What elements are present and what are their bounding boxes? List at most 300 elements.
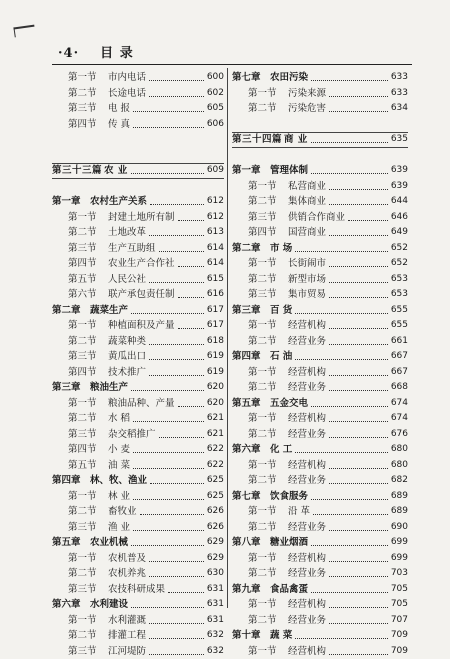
toc-section-row[interactable]: [232, 427, 408, 443]
toc-section-row[interactable]: [52, 287, 224, 303]
toc-entry-label: 第三节: [248, 210, 277, 226]
toc-entry-page: 629: [207, 551, 224, 567]
toc-entry-label: 第一节: [248, 318, 277, 334]
toc-entry-page: 667: [391, 365, 408, 381]
toc-entry-title: 渔 业: [108, 520, 130, 536]
toc-entry-title: 饮食服务: [270, 489, 308, 505]
toc-entry-page: 653: [391, 287, 408, 303]
toc-section-row[interactable]: [52, 334, 224, 350]
toc-entry-title: 经营机构: [288, 597, 326, 613]
toc-chapter-row[interactable]: [52, 597, 224, 613]
toc-entry-title: 经营业务: [288, 520, 326, 536]
toc-entry-title: 农机养兆: [108, 566, 146, 582]
page-title: 目 录: [100, 46, 134, 61]
toc-entry-title: 百 货: [270, 303, 292, 319]
toc-entry-page: 616: [207, 287, 224, 303]
toc-entry-label: 第四节: [68, 117, 97, 133]
toc-entry-page: 600: [207, 70, 224, 86]
toc-entry-page: 703: [391, 566, 408, 582]
toc-entry-label: 第一节: [248, 504, 277, 520]
toc-entry-title: 私营商业: [288, 179, 326, 195]
toc-section-row[interactable]: [232, 194, 408, 210]
toc-entry-label: 第五节: [68, 272, 97, 288]
leader-dots: [150, 204, 204, 205]
toc-entry-title: 农村生产关系: [90, 194, 147, 210]
toc-chapter-row[interactable]: [232, 70, 408, 86]
toc-entry-label: 第三节: [68, 644, 97, 659]
toc-entry-title: 石 油: [270, 349, 292, 365]
toc-gap: [52, 132, 224, 148]
toc-chapter-row[interactable]: [52, 194, 224, 210]
toc-entry-label: 第六章: [232, 442, 261, 458]
toc-entry-label: 第二节: [248, 380, 277, 396]
toc-entry-page: 674: [391, 396, 408, 412]
toc-entry-label: 第三节: [68, 520, 97, 536]
toc-entry-page: 612: [207, 210, 224, 226]
leader-dots: [149, 654, 204, 655]
toc-entry-page: 630: [207, 566, 224, 582]
toc-entry-title: 食品禽蛋: [270, 582, 308, 598]
toc-entry-page: 680: [391, 442, 408, 458]
toc-entry-page: 676: [391, 427, 408, 443]
leader-dots: [311, 142, 388, 143]
toc-chapter-row[interactable]: [232, 349, 408, 365]
toc-entry-label: 第四节: [248, 225, 277, 241]
toc-entry-page: 612: [207, 194, 224, 210]
toc-chapter-row[interactable]: [52, 380, 224, 396]
leader-dots: [329, 344, 388, 345]
toc-entry-label: 第二节: [248, 334, 277, 350]
toc-section-row[interactable]: [232, 334, 408, 350]
leader-dots: [313, 514, 388, 515]
corner-mark: [13, 25, 35, 38]
leader-dots: [149, 561, 204, 562]
toc-entry-page: 617: [207, 303, 224, 319]
leader-dots: [149, 359, 204, 360]
toc-column-left: [52, 70, 224, 659]
toc-gap: [52, 179, 224, 195]
toc-section-row[interactable]: [232, 473, 408, 489]
toc-entry-page: 709: [391, 644, 408, 659]
leader-dots: [133, 111, 204, 112]
toc-entry-title: 联产承包责任制: [108, 287, 175, 303]
toc-entry-title: 新型市场: [288, 272, 326, 288]
leader-dots: [133, 530, 204, 531]
toc-entry-title: 市内电话: [108, 70, 146, 86]
toc-entry-label: 第二节: [248, 520, 277, 536]
toc-section-row[interactable]: [232, 504, 408, 520]
toc-chapter-row[interactable]: [232, 628, 408, 644]
leader-dots: [295, 452, 388, 453]
toc-entry-title: 种植面积及产量: [108, 318, 175, 334]
toc-entry-page: 619: [207, 349, 224, 365]
toc-entry-page: 622: [207, 442, 224, 458]
leader-dots: [329, 561, 388, 562]
toc-entry-title: 蔬菜生产: [90, 303, 128, 319]
toc-part-row[interactable]: [232, 132, 408, 148]
toc-entry-title: 土地改革: [108, 225, 146, 241]
toc-section-row[interactable]: [52, 520, 224, 536]
leader-dots: [159, 251, 204, 252]
leader-dots: [329, 576, 388, 577]
toc-section-row[interactable]: [52, 442, 224, 458]
toc-gap: [52, 148, 224, 164]
toc-section-row[interactable]: [52, 225, 224, 241]
toc-entry-label: 第三章: [232, 303, 261, 319]
toc-entry-label: 第五章: [52, 535, 81, 551]
toc-entry-title: 经营机构: [288, 551, 326, 567]
toc-entry-label: 第一节: [248, 458, 277, 474]
toc-entry-title: 生产互助组: [108, 241, 156, 257]
toc-entry-page: 639: [391, 163, 408, 179]
leader-dots: [311, 80, 388, 81]
toc-entry-title: 集市贸易: [288, 287, 326, 303]
leader-dots: [329, 607, 388, 608]
toc-section-row[interactable]: [232, 380, 408, 396]
leader-dots: [149, 638, 204, 639]
toc-section-row[interactable]: [52, 628, 224, 644]
toc-entry-label: 第一节: [248, 365, 277, 381]
leader-dots: [168, 592, 204, 593]
toc-entry-title: 污染危害: [288, 101, 326, 117]
toc-entry-label: 第一节: [248, 551, 277, 567]
toc-entry-page: 652: [391, 256, 408, 272]
toc-entry-page: 633: [391, 86, 408, 102]
toc-chapter-row[interactable]: [52, 473, 224, 489]
toc-section-row[interactable]: [52, 566, 224, 582]
toc-section-row[interactable]: [52, 613, 224, 629]
toc-entry-page: 661: [391, 334, 408, 350]
leader-dots: [131, 313, 204, 314]
toc-entry-title: 电 报: [108, 101, 130, 117]
toc-entry-page: 620: [207, 380, 224, 396]
toc-entry-page: 690: [391, 520, 408, 536]
leader-dots: [329, 96, 388, 97]
toc-entry-page: 674: [391, 411, 408, 427]
toc-entry-label: 第三节: [68, 101, 97, 117]
toc-entry-title: 林 业: [108, 489, 130, 505]
toc-entry-label: 第一节: [248, 179, 277, 195]
leader-dots: [329, 204, 388, 205]
toc-section-row[interactable]: [232, 256, 408, 272]
toc-entry-label: 第五章: [232, 396, 261, 412]
toc-entry-label: 第二节: [248, 473, 277, 489]
toc-entry-title: 蔬菜种类: [108, 334, 146, 350]
leader-dots: [149, 623, 204, 624]
toc-section-row[interactable]: [52, 551, 224, 567]
toc-entry-label: 第一章: [232, 163, 261, 179]
toc-entry-title: 水 稻: [108, 411, 130, 427]
toc-entry-title: 经营业务: [288, 613, 326, 629]
toc-entry-label: 第二节: [248, 427, 277, 443]
toc-entry-page: 605: [207, 101, 224, 117]
toc-entry-label: 第七章: [232, 70, 261, 86]
toc-entry-label: 第二节: [68, 225, 97, 241]
toc-entry-page: 626: [207, 504, 224, 520]
toc-entry-label: 第二章: [232, 241, 261, 257]
toc-entry-title: 长街闹市: [288, 256, 326, 272]
toc-entry-page: 613: [207, 225, 224, 241]
toc-entry-title: 经营业务: [288, 334, 326, 350]
toc-entry-title: 沿 革: [288, 504, 310, 520]
leader-dots: [329, 375, 388, 376]
leader-dots: [131, 390, 204, 391]
toc-section-row[interactable]: [52, 101, 224, 117]
toc-entry-label: 第三节: [248, 287, 277, 303]
leader-dots: [329, 266, 388, 267]
toc-entry-page: 649: [391, 225, 408, 241]
toc-entry-label: 第一节: [68, 551, 97, 567]
toc-chapter-row[interactable]: [232, 163, 408, 179]
toc-entry-title: 糖业烟酒: [270, 535, 308, 551]
leader-dots: [295, 313, 388, 314]
toc-section-row[interactable]: [232, 179, 408, 195]
toc-section-row[interactable]: [232, 613, 408, 629]
toc-section-row[interactable]: [52, 210, 224, 226]
toc-chapter-row[interactable]: [52, 535, 224, 551]
toc-entry-title: 市 场: [270, 241, 292, 257]
part-rule-bottom: [52, 178, 224, 179]
toc-entry-title: 经营业务: [288, 380, 326, 396]
toc-entry-title: 封建土地所有制: [108, 210, 175, 226]
toc-chapter-row[interactable]: [232, 442, 408, 458]
toc-entry-title: 技术推广: [108, 365, 146, 381]
toc-entry-page: 653: [391, 272, 408, 288]
toc-entry-page: 625: [207, 473, 224, 489]
toc-entry-title: 传 真: [108, 117, 130, 133]
toc-entry-title: 经营业务: [288, 427, 326, 443]
toc-entry-label: 第一节: [68, 70, 97, 86]
leader-dots: [311, 406, 388, 407]
toc-entry-label: 第二节: [248, 101, 277, 117]
toc-entry-label: 第二节: [68, 86, 97, 102]
toc-section-row[interactable]: [52, 241, 224, 257]
toc-chapter-row[interactable]: [232, 489, 408, 505]
leader-dots: [329, 111, 388, 112]
toc-entry-page: 629: [207, 535, 224, 551]
toc-entry-title: 经营机构: [288, 411, 326, 427]
leader-dots: [149, 375, 204, 376]
toc-gap: [232, 117, 408, 133]
toc-entry-page: 622: [207, 458, 224, 474]
part-rule-top: [52, 163, 224, 164]
toc-entry-label: 第一节: [68, 489, 97, 505]
toc-entry-page: 631: [207, 582, 224, 598]
toc-section-row[interactable]: [232, 86, 408, 102]
toc-entry-page: 668: [391, 380, 408, 396]
toc-section-row[interactable]: [232, 101, 408, 117]
toc-section-row[interactable]: [232, 551, 408, 567]
toc-entry-title: 经营机构: [288, 644, 326, 659]
toc-entry-label: 第三节: [68, 582, 97, 598]
leader-dots: [295, 251, 388, 252]
toc-entry-title: 供销合作商业: [288, 210, 345, 226]
toc-entry-page: 632: [207, 628, 224, 644]
toc-entry-title: 化 工: [270, 442, 292, 458]
toc-entry-label: 第四章: [232, 349, 261, 365]
toc-entry-page: 680: [391, 458, 408, 474]
toc-section-row[interactable]: [52, 256, 224, 272]
toc-part-row[interactable]: [52, 163, 224, 179]
leader-dots: [295, 359, 388, 360]
leader-dots: [149, 96, 204, 97]
toc-entry-page: 644: [391, 194, 408, 210]
toc-entry-label: 第四节: [68, 442, 97, 458]
toc-entry-label: 第三节: [68, 427, 97, 443]
toc-entry-page: 655: [391, 318, 408, 334]
toc-entry-title: 杂交稻推广: [108, 427, 156, 443]
toc-chapter-row[interactable]: [232, 303, 408, 319]
toc-section-row[interactable]: [232, 210, 408, 226]
toc-entry-label: 第二节: [248, 566, 277, 582]
toc-entry-label: 第一节: [248, 256, 277, 272]
toc-section-row[interactable]: [52, 458, 224, 474]
toc-entry-label: 第二节: [68, 628, 97, 644]
leader-dots: [311, 499, 388, 500]
leader-dots: [329, 623, 388, 624]
toc-chapter-row[interactable]: [232, 396, 408, 412]
toc-entry-page: 614: [207, 256, 224, 272]
leader-dots: [133, 452, 204, 453]
toc-entry-label: 第二节: [68, 411, 97, 427]
leader-dots: [329, 390, 388, 391]
toc-entry-page: 635: [391, 132, 408, 148]
toc-entry-page: 699: [391, 535, 408, 551]
toc-section-row[interactable]: [52, 272, 224, 288]
toc-section-row[interactable]: [232, 365, 408, 381]
toc-section-row[interactable]: [52, 117, 224, 133]
toc-section-row[interactable]: [232, 458, 408, 474]
toc-entry-label: 第一节: [248, 597, 277, 613]
toc-entry-label: 第一章: [52, 194, 81, 210]
toc-entry-label: 第一节: [68, 210, 97, 226]
toc-entry-title: 畜牧业: [108, 504, 137, 520]
leader-dots: [149, 282, 204, 283]
toc-entry-title: 油 菜: [108, 458, 130, 474]
toc-entry-title: 人民公社: [108, 272, 146, 288]
toc-entry-label: 第一节: [248, 86, 277, 102]
toc-entry-page: 620: [207, 396, 224, 412]
toc-entry-title: 蔬 菜: [270, 628, 292, 644]
leader-dots: [329, 437, 388, 438]
toc-entry-label: 第二节: [248, 194, 277, 210]
toc-section-row[interactable]: [52, 489, 224, 505]
toc-entry-label: 第四节: [68, 256, 97, 272]
toc-section-row[interactable]: [232, 597, 408, 613]
toc-entry-label: 第一节: [68, 318, 97, 334]
toc-entry-label: 第九章: [232, 582, 261, 598]
toc-chapter-row[interactable]: [52, 303, 224, 319]
leader-dots: [149, 576, 204, 577]
toc-section-row[interactable]: [232, 520, 408, 536]
toc-chapter-row[interactable]: [232, 582, 408, 598]
toc-entry-label: 第三节: [68, 241, 97, 257]
leader-dots: [329, 189, 388, 190]
toc-section-row[interactable]: [52, 349, 224, 365]
header-rule: [52, 64, 412, 65]
toc-entry-page: 618: [207, 334, 224, 350]
toc-entry-title: 国营商业: [288, 225, 326, 241]
toc-entry-page: 626: [207, 520, 224, 536]
toc-entry-page: 621: [207, 427, 224, 443]
leader-dots: [329, 328, 388, 329]
toc-section-row[interactable]: [52, 70, 224, 86]
toc-entry-page: 689: [391, 489, 408, 505]
leader-dots: [178, 328, 204, 329]
leader-dots: [329, 468, 388, 469]
toc-entry-label: 第二节: [68, 504, 97, 520]
toc-entry-page: 617: [207, 318, 224, 334]
leader-dots: [133, 499, 204, 500]
leader-dots: [149, 344, 204, 345]
leader-dots: [149, 235, 204, 236]
toc-gap: [232, 148, 408, 164]
toc-section-row[interactable]: [232, 272, 408, 288]
toc-entry-page: 709: [391, 628, 408, 644]
toc-entry-label: 第四章: [52, 473, 81, 489]
toc-entry-title: 水利灌溉: [108, 613, 146, 629]
toc-entry-title: 江河堤防: [108, 644, 146, 659]
toc-section-row[interactable]: [52, 427, 224, 443]
toc-entry-label: 第三节: [68, 349, 97, 365]
toc-entry-title: 林、牧、渔业: [90, 473, 147, 489]
toc-chapter-row[interactable]: [232, 241, 408, 257]
toc-section-row[interactable]: [232, 287, 408, 303]
toc-entry-title: 农技科研成果: [108, 582, 165, 598]
toc-section-row[interactable]: [232, 225, 408, 241]
toc-entry-title: 水利建设: [90, 597, 128, 613]
toc-entry-label: 第三十三篇: [52, 163, 102, 179]
toc-entry-title: 黄瓜出口: [108, 349, 146, 365]
toc-section-row[interactable]: [232, 411, 408, 427]
toc-entry-title: 经营机构: [288, 458, 326, 474]
toc-entry-page: 631: [207, 613, 224, 629]
toc-entry-label: 第六节: [68, 287, 97, 303]
toc-section-row[interactable]: [232, 566, 408, 582]
toc-section-row[interactable]: [52, 582, 224, 598]
toc-entry-label: 第二节: [248, 613, 277, 629]
toc-entry-label: 第七章: [232, 489, 261, 505]
toc-entry-title: 农 业: [104, 163, 128, 179]
toc-chapter-row[interactable]: [232, 535, 408, 551]
toc-entry-page: 614: [207, 241, 224, 257]
toc-section-row[interactable]: [52, 396, 224, 412]
toc-entry-label: 第六章: [52, 597, 81, 613]
toc-section-row[interactable]: [52, 504, 224, 520]
toc-entry-label: 第一节: [68, 396, 97, 412]
toc-entry-title: 经营业务: [288, 566, 326, 582]
leader-dots: [329, 282, 388, 283]
toc-section-row[interactable]: [52, 318, 224, 334]
toc-entry-page: 699: [391, 551, 408, 567]
toc-entry-page: 705: [391, 597, 408, 613]
toc-entry-page: 639: [391, 179, 408, 195]
toc-entry-page: 633: [391, 70, 408, 86]
leader-dots: [348, 220, 388, 221]
toc-section-row[interactable]: [52, 86, 224, 102]
toc-entry-title: 长途电话: [108, 86, 146, 102]
toc-section-row[interactable]: [52, 365, 224, 381]
toc-entry-title: 五金交电: [270, 396, 308, 412]
leader-dots: [131, 607, 204, 608]
toc-section-row[interactable]: [52, 411, 224, 427]
toc-entry-title: 集体商业: [288, 194, 326, 210]
toc-entry-page: 606: [207, 117, 224, 133]
leader-dots: [311, 592, 388, 593]
toc-section-row[interactable]: [232, 318, 408, 334]
toc-entry-title: 经营机构: [288, 365, 326, 381]
toc-entry-page: 621: [207, 411, 224, 427]
